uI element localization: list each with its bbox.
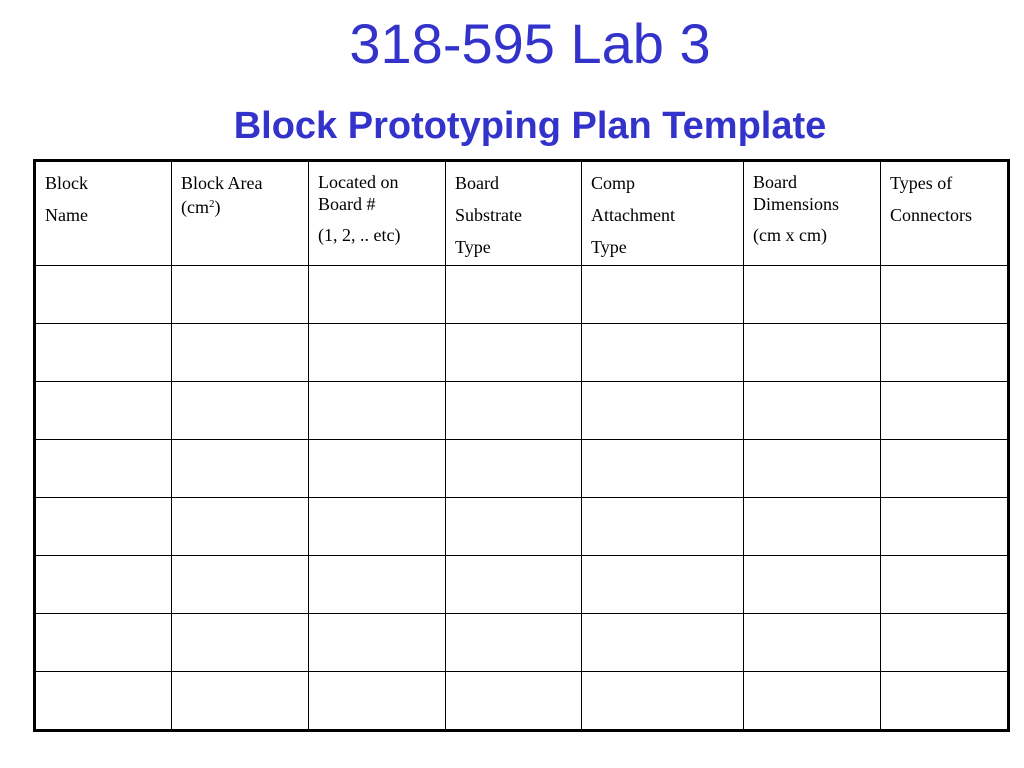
table-cell[interactable] [881,266,1009,324]
header-block-name [35,161,172,266]
table-cell[interactable] [172,498,309,556]
table-cell[interactable] [309,382,446,440]
header-text: Substrate [455,205,522,225]
table-cell[interactable] [309,672,446,731]
table-cell[interactable] [446,672,582,731]
table-cell[interactable] [446,382,582,440]
table-row [35,556,1009,614]
header-text-part: Block Area [181,173,263,193]
header-text: Attachment [591,205,675,225]
table-cell[interactable] [744,382,881,440]
table-cell[interactable] [35,266,172,324]
table-cell[interactable] [881,614,1009,672]
table-cell[interactable] [744,672,881,731]
superscript-exponent: 2 [208,198,215,210]
slide-title: 318-595 Lab 3 [349,12,711,75]
table-cell[interactable] [744,498,881,556]
table-cell[interactable] [172,324,309,382]
table-row [35,614,1009,672]
table-cell[interactable] [35,614,172,672]
table-cell[interactable] [172,672,309,731]
header-text [181,195,300,219]
table-cell[interactable] [446,440,582,498]
header-board-substrate-type [446,161,582,266]
table-cell[interactable] [35,324,172,382]
table-cell[interactable] [582,556,744,614]
table-cell[interactable] [35,556,172,614]
table-cell[interactable] [446,614,582,672]
header-board-dimensions [744,161,881,266]
table-cell[interactable] [881,556,1009,614]
header-text: Located on [318,172,399,192]
table-cell[interactable] [309,440,446,498]
table-cell[interactable] [582,266,744,324]
table-cell[interactable] [744,556,881,614]
table-cell[interactable] [744,440,881,498]
table-cell[interactable] [744,266,881,324]
table-cell[interactable] [172,440,309,498]
header-block-area [172,161,309,266]
table-cell[interactable] [309,556,446,614]
header-text [181,171,300,195]
table-cell[interactable] [582,672,744,731]
table-cell[interactable] [582,382,744,440]
header-text: Block [45,173,88,193]
table-row [35,672,1009,731]
table-cell[interactable] [446,324,582,382]
header-text: Dimensions [753,194,840,214]
table-row [35,440,1009,498]
plan-template-table [33,159,1010,732]
slide-subtitle: Block Prototyping Plan Template [233,105,827,147]
header-text: Comp [591,173,636,193]
table-cell[interactable] [35,498,172,556]
table-cell[interactable] [881,324,1009,382]
table-cell[interactable] [446,266,582,324]
table-cell[interactable] [744,614,881,672]
table-row [35,498,1009,556]
header-types-of-connectors [881,161,1009,266]
table-row [35,324,1009,382]
table-cell[interactable] [582,324,744,382]
table-cell[interactable] [35,672,172,731]
header-text: Connectors [890,205,972,225]
table-cell[interactable] [446,498,582,556]
header-text: Types of [890,173,953,193]
table-cell[interactable] [582,498,744,556]
header-located-on-board [309,161,446,266]
table-cell[interactable] [309,614,446,672]
table-body [35,266,1009,731]
table-cell[interactable] [881,672,1009,731]
table-row [35,266,1009,324]
header-text-part: (cm [181,197,209,217]
table-cell[interactable] [309,266,446,324]
table-cell[interactable] [881,440,1009,498]
table-cell[interactable] [172,556,309,614]
table-cell[interactable] [172,382,309,440]
table-cell[interactable] [172,266,309,324]
header-text: Board # [318,194,376,214]
table-cell[interactable] [881,382,1009,440]
header-text: (cm x cm) [753,225,827,245]
header-text: Name [45,205,88,225]
table-cell[interactable] [35,382,172,440]
table-row [35,382,1009,440]
header-row [35,161,1009,266]
table-cell[interactable] [172,614,309,672]
header-text: Type [455,237,491,257]
table-cell[interactable] [446,556,582,614]
table-cell[interactable] [582,440,744,498]
table-cell[interactable] [582,614,744,672]
header-text: (1, 2, .. etc) [318,225,401,245]
table-cell[interactable] [309,498,446,556]
header-text: Board [455,173,499,193]
header-text: Type [591,237,627,257]
table-cell[interactable] [35,440,172,498]
header-text-part: ) [214,197,221,217]
header-text: Board [753,172,797,192]
table-cell[interactable] [744,324,881,382]
table-cell[interactable] [881,498,1009,556]
header-comp-attachment-type [582,161,744,266]
table-cell[interactable] [309,324,446,382]
